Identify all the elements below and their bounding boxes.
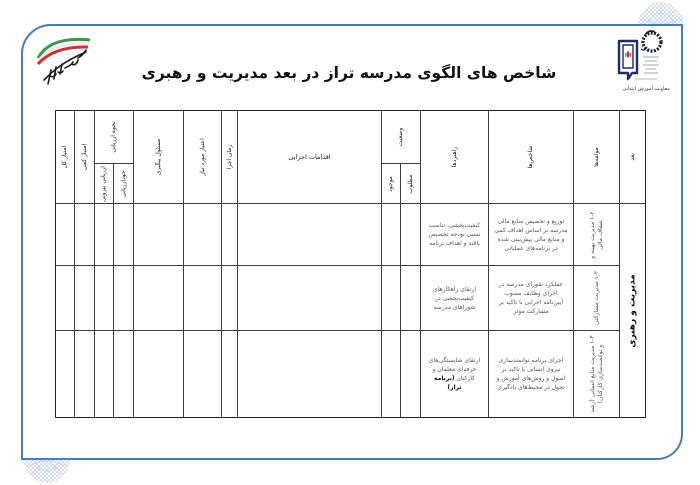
cell-strategy (421, 266, 489, 331)
cell-component (574, 266, 620, 331)
header-label: وضعیت (397, 127, 404, 147)
strategy-emphasis: (برنامه تراز) (434, 375, 462, 391)
cell-self-evaluation (114, 266, 134, 331)
cell-actions (238, 266, 382, 331)
header-status-desired (401, 164, 421, 204)
cell-status-desired (401, 331, 421, 418)
cell-budget (184, 204, 222, 266)
cell-external-evaluation (95, 204, 114, 266)
logo-caption: معاونت آموزش ابتدایی (622, 86, 670, 92)
header-label: اقدامات اجرایی (288, 152, 331, 161)
indicators-table (55, 110, 646, 418)
header-label: بعد (628, 153, 636, 161)
cell-timing (222, 204, 238, 266)
header-status-existing (382, 164, 401, 204)
cell-strategy (421, 204, 489, 266)
cell-total-score (56, 331, 75, 418)
header-components (574, 111, 620, 204)
header-actions (238, 111, 382, 204)
header-label: اعتبار مورد نیاز (198, 138, 206, 176)
cell-dimension (620, 204, 646, 418)
cell-component (574, 331, 620, 418)
header-budget (184, 111, 222, 204)
indicator-text: توزیع و تخصیص منابع مالی مدرسه بر اساس اهداف کمی و منابع مالی پیش‌بینی شده در برنامه‌های عملیاتی (494, 217, 568, 252)
header-label: مطلوب (406, 174, 414, 193)
cell-total-score (56, 266, 75, 331)
header-label: زمان اجرا (225, 144, 233, 170)
cell-total-score (56, 204, 75, 266)
cell-status-desired (401, 266, 421, 331)
cell-component (574, 204, 620, 266)
cell-budget (184, 331, 222, 418)
cell-status-existing (382, 331, 401, 418)
header-external-evaluation (95, 164, 114, 204)
header-strategies (421, 111, 489, 204)
header-quantitative-score (75, 111, 95, 204)
indicator-text: اجرای برنامه توانمندسازی نیروی انسانی با تاکید بر اصول و روش‌های آموزش و تحول در محیط‌های یادگیری (496, 357, 566, 391)
cell-strategy (421, 331, 489, 418)
cell-indicator (489, 331, 574, 418)
cell-responsible (134, 331, 184, 418)
cell-external-evaluation (95, 331, 114, 418)
decorative-pattern-top-right (638, 1, 684, 25)
cell-responsible (134, 266, 184, 331)
header-label: شاخص‌ها (527, 145, 534, 169)
dimension-text: مدیریت و رهبری (627, 273, 637, 348)
header-self-evaluation (114, 164, 134, 204)
header-evaluation-method (95, 111, 134, 164)
strategy-text: ارتقای راهکارهای کیفیت‌بخشی در شوراهای مدرسه (432, 285, 477, 311)
cell-quantitative-score (75, 266, 95, 331)
cell-indicator (489, 204, 574, 266)
page-title: شاخص های الگوی مدرسه تراز در بعد مدیریت و رهبری (141, 64, 557, 82)
component-text: ۱-۲ مدیریت بهینه و شفاف مالی (588, 210, 604, 259)
cell-budget (184, 266, 222, 331)
header-label: خودارزیابی (119, 169, 127, 198)
cell-actions (238, 204, 382, 266)
strategy-text: ارتقای شایستگی‌های حرفه‌ای معلمان و کارکنان (برنامه تراز) (428, 357, 481, 391)
header-total-score (56, 111, 75, 204)
header-indicators (489, 111, 574, 204)
header-label: نحوه ارزیابی (110, 121, 117, 153)
cell-status-desired (401, 204, 421, 266)
decorative-pattern-bottom-left (24, 459, 70, 484)
cell-status-existing (382, 204, 401, 266)
header-label: امتیاز کمی (80, 143, 88, 171)
cell-self-evaluation (114, 331, 134, 418)
cell-timing (222, 331, 238, 418)
header-timing (222, 111, 238, 204)
header-status (382, 111, 421, 164)
component-text: ۱-۴ مدیریت منابع انسانی (رشد و توانمندسازی کارکنان) (588, 335, 604, 413)
indicator-text: عملکرد شورای مدرسه در اجرای وظایف مصوب آیین‌نامه اجرایی با تاکید بر مشارکت موثر (498, 281, 564, 315)
cell-quantitative-score (75, 331, 95, 418)
cell-actions (238, 331, 382, 418)
header-responsible (134, 111, 184, 204)
cell-indicator (489, 266, 574, 331)
strategy-text: کیفیت‌بخشی، تناسب نسبی بودجه تخصیص یافته و اهداف برنامه (428, 222, 481, 247)
component-text: ۱-۳ مدیریت مشارکتی (592, 270, 600, 326)
cell-status-existing (382, 266, 401, 331)
header-label: امتیاز کل (61, 145, 68, 169)
cell-quantitative-score (75, 204, 95, 266)
cell-external-evaluation (95, 266, 114, 331)
header-label: مسئول پیگیری (154, 138, 162, 176)
header-label: ارزیابی بیرونی (100, 165, 107, 202)
header-dimension (620, 111, 646, 204)
cell-timing (222, 266, 238, 331)
header-label: راهبردها (450, 146, 458, 168)
cell-self-evaluation (114, 204, 134, 266)
header-label: موجود (387, 175, 394, 192)
header-label: مولفه‌ها (592, 147, 600, 167)
cell-responsible (134, 204, 184, 266)
